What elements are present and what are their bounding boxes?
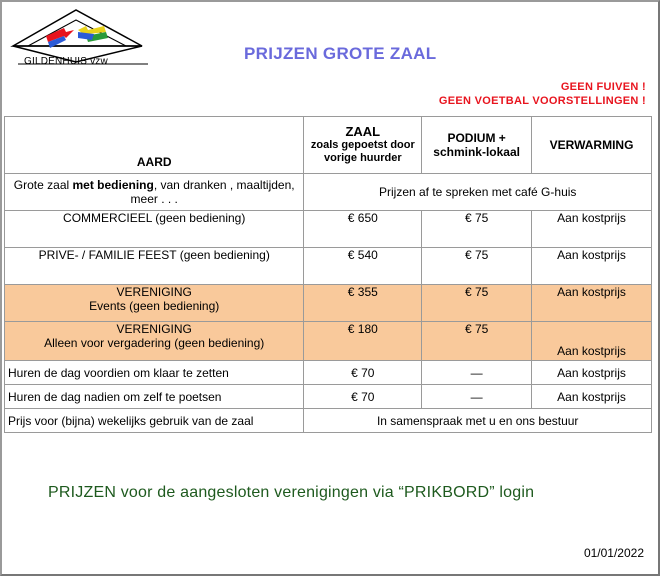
header-zaal-sub: zoals gepoetst door vorige huurder xyxy=(310,139,415,164)
warning-no-football: GEEN VOETBAL VOORSTELLINGEN ! xyxy=(438,95,646,107)
aard-text-bold: met bediening xyxy=(72,178,154,192)
table-row xyxy=(5,322,652,361)
cell-zaal: € 70 xyxy=(304,361,422,385)
cell-podium: — xyxy=(422,385,532,409)
cell-aard: Huren de dag nadien om zelf te poetsen xyxy=(5,385,304,409)
header-podium: PODIUM + schmink-lokaal xyxy=(422,117,532,174)
cell-podium: — xyxy=(422,361,532,385)
cell-zaal: € 540 xyxy=(304,248,422,285)
header-zaal-main: ZAAL xyxy=(345,124,381,139)
cell-verwarming: Aan kostprijs xyxy=(532,285,652,322)
price-table xyxy=(4,116,652,433)
promo-text: PRIJZEN voor de aangesloten verenigingen via “PRIKBORD” login xyxy=(48,484,535,501)
cell-verwarming: Aan kostprijs xyxy=(532,385,652,409)
cell-podium: € 75 xyxy=(422,248,532,285)
cell-aard: Prijs voor (bijna) wekelijks gebruik van de zaal xyxy=(5,409,304,433)
date-label: 01/01/2022 xyxy=(583,546,644,560)
warnings xyxy=(439,80,646,108)
cell-aard: Huren de dag voordien om klaar te zetten xyxy=(5,361,304,385)
cell-zaal: € 650 xyxy=(304,211,422,248)
cell-aard: COMMERCIEEL (geen bediening) xyxy=(5,211,304,248)
cell-span-note: Prijzen af te spreken met café G-huis xyxy=(304,174,652,211)
cell-span-note: In samenspraak met u en ons bestuur xyxy=(304,409,652,433)
aard-text-post: , van dranken , maaltijden, meer . . . xyxy=(130,178,295,206)
aard-line-2: Alleen voor vergadering (geen bediening) xyxy=(44,336,265,350)
cell-aard xyxy=(5,285,304,322)
header-aard: AARD xyxy=(5,117,304,174)
cell-zaal: € 70 xyxy=(304,385,422,409)
table-row xyxy=(5,361,652,385)
cell-podium: € 75 xyxy=(422,322,532,361)
cell-podium: € 75 xyxy=(422,285,532,322)
cell-zaal: € 355 xyxy=(304,285,422,322)
table-header-row xyxy=(5,117,652,174)
table-row xyxy=(5,285,652,322)
table-row xyxy=(5,385,652,409)
page-title: PRIJZEN GROTE ZAAL xyxy=(244,44,437,63)
header-zaal xyxy=(304,117,422,174)
aard-line-2: Events (geen bediening) xyxy=(89,299,220,313)
warning-no-parties: GEEN FUIVEN ! xyxy=(560,81,646,93)
aard-text-pre: Grote zaal xyxy=(13,178,73,192)
header-verwarming: VERWARMING xyxy=(532,117,652,174)
cell-verwarming: Aan kostprijs xyxy=(532,322,652,361)
aard-line-1: VERENIGING xyxy=(116,285,192,299)
cell-aard xyxy=(5,174,304,211)
table-row xyxy=(5,248,652,285)
cell-podium: € 75 xyxy=(422,211,532,248)
cell-aard xyxy=(5,322,304,361)
cell-zaal: € 180 xyxy=(304,322,422,361)
cell-aard: PRIVE- / FAMILIE FEEST (geen bediening) xyxy=(5,248,304,285)
table-row xyxy=(5,174,652,211)
logo-label: GILDENHUIS vzw xyxy=(24,56,108,67)
cell-verwarming: Aan kostprijs xyxy=(532,211,652,248)
table-row xyxy=(5,211,652,248)
table-row xyxy=(5,409,652,433)
cell-verwarming: Aan kostprijs xyxy=(532,361,652,385)
cell-verwarming: Aan kostprijs xyxy=(532,248,652,285)
aard-line-1: VERENIGING xyxy=(116,322,192,336)
